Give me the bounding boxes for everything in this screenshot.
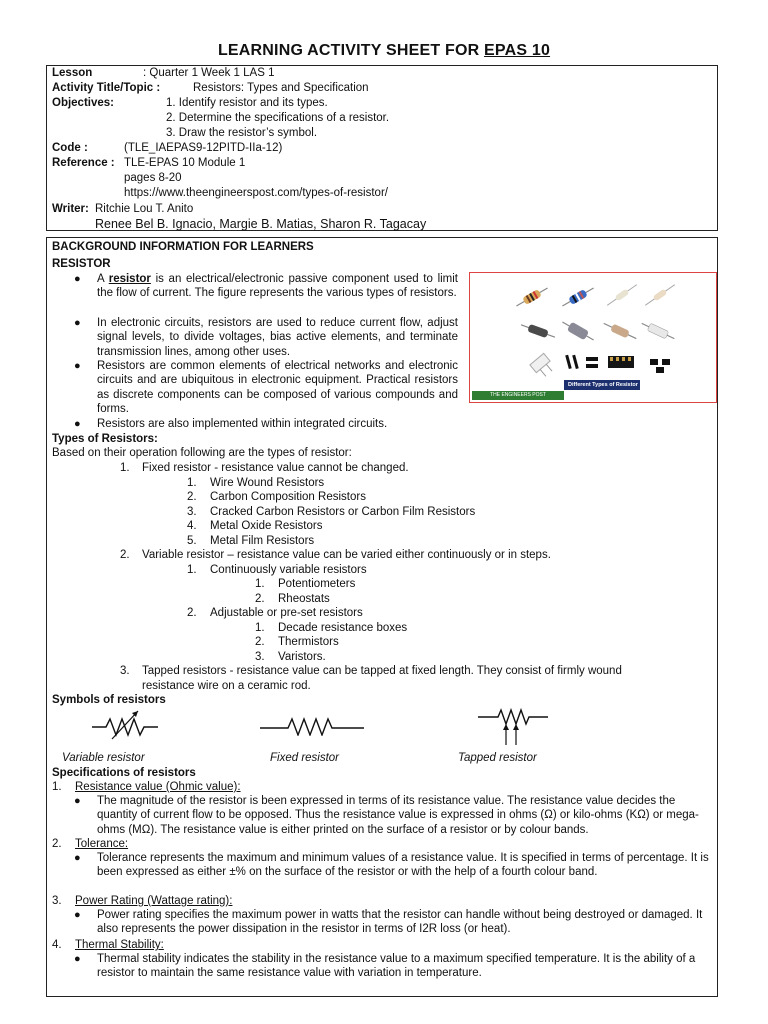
type-variable: Variable resistor – resistance value can be varied either continuously or in steps. [142,549,551,561]
types-intro: Based on their operation following are the types of resistor: [52,447,352,459]
objectives-label: Objectives: [52,97,114,109]
fixed-type-1: Wire Wound Resistors [210,477,325,489]
spec-1-title: Resistance value (Ohmic value): [75,781,241,793]
type-tapped: Tapped resistors - resistance value can be tapped at fixed length. They consist of firmly wound [142,665,622,677]
background-heading: BACKGROUND INFORMATION FOR LEARNERS [52,241,314,253]
list-number: 2. [187,491,197,503]
code-label: Code : [52,142,88,154]
spec-1-text: The magnitude of the resistor is been expressed in terms of its resistance value. The resistance value decides the quantity of current flow to be opposed. Thus the resistance value is expressed in ohms (Ω) or kilo-ohms (KΩ) or mega-ohms (MΩ). The resistance value is either printed on the surface of a resistor or by colour bands. [97,795,699,836]
types-heading: Types of Resistors: [52,433,158,445]
writer-line-2: Renee Bel B. Ignacio, Margie B. Matias, Sharon R. Tagacay [95,217,427,231]
fixed-resistor-symbol-icon [258,714,366,736]
resistor-heading: RESISTOR [52,258,111,270]
list-number: 3. [187,506,197,518]
list-number: 2. [255,593,265,605]
code-value: (TLE_IAEPAS9-12PITD-IIa-12) [124,142,283,154]
lesson-value: : Quarter 1 Week 1 LAS 1 [143,67,275,79]
spec-2-title: Tolerance: [75,838,129,850]
type-tapped-cont: resistance wire on a ceramic rod. [142,680,311,692]
reference-label: Reference : [52,157,115,169]
spec-2-text: Tolerance represents the maximum and minimum values of a resistance value. It is specified in terms of percentage. It is been expressed as either ±% on the surface of the resistor or with the help of a fourth colour band. [97,852,709,879]
resistor-types-image [469,272,717,403]
fixed-resistor-label: Fixed resistor [270,752,340,764]
rheostats: Rheostats [278,593,330,605]
list-number: 3. [120,665,130,677]
list-number: 1. [120,462,130,474]
variable-resistor-label: Variable resistor [62,752,145,764]
reference-line-2: pages 8-20 [124,172,182,184]
subject-name: EPAS 10 [484,42,551,59]
list-number: 1. [52,781,62,793]
variable-sub-2: Adjustable or pre-set resistors [210,607,363,619]
page-title: LEARNING ACTIVITY SHEET FOR EPAS 10 [217,42,551,59]
objective-2: 2. Determine the specifications of a resistor. [166,112,390,124]
variable-resistor-symbol-icon [90,705,160,743]
bullet-dot: ● [74,852,81,864]
list-number: 5. [187,535,197,547]
list-number: 2. [120,549,130,561]
fixed-type-4: Metal Oxide Resistors [210,520,323,532]
list-number: 1. [187,477,197,489]
spec-3-text: Power rating specifies the maximum power in watts that the resistor can handle without being destroyed or damaged. It also represents the power dissipation in the resistor in terms of I2R loss (or heat). [97,909,703,936]
activity-value: Resistors: Types and Specification [193,82,369,94]
list-number: 1. [255,622,265,634]
symbols-heading: Symbols of resistors [52,694,166,706]
list-number: 4. [52,939,62,951]
image-caption: Different Types of Resistor [568,382,638,388]
variable-sub-1: Continuously variable resistors [210,564,367,576]
activity-label: Activity Title/Topic : [52,82,161,94]
thermistors: Thermistors [278,636,339,648]
resistor-bullet-4: Resistors are also implemented within integrated circuits. [97,418,388,430]
objective-1: 1. Identify resistor and its types. [166,97,328,109]
objective-3: 3. Draw the resistor’s symbol. [166,127,318,139]
bullet-dot: ● [74,273,81,285]
decade-boxes: Decade resistance boxes [278,622,408,634]
lesson-label: Lesson [52,67,93,79]
tapped-resistor-symbol-icon [476,705,550,747]
list-number: 2. [255,636,265,648]
fixed-type-3: Cracked Carbon Resistors or Carbon Film Resistors [210,506,476,518]
bullet-dot: ● [74,360,81,372]
writer-label: Writer: [52,203,89,215]
reference-line-1: TLE-EPAS 10 Module 1 [124,157,246,169]
list-number: 4. [187,520,197,532]
spec-heading: Specifications of resistors [52,767,196,779]
spec-4-text: Thermal stability indicates the stability in the resistance value to a maximum specified temperature. It is the ability of a resistor to maintain the same resistance value with variation in temperature. [97,953,696,980]
spec-3-title: Power Rating (Wattage rating): [75,895,233,907]
resistor-bullet-3: Resistors are common elements of electrical networks and electronic circuits and are ubiquitous in electronic equipment. Practical resistors as discrete components can be composed of various compounds and forms. [97,360,458,416]
list-number: 2. [187,607,197,619]
bullet-dot: ● [74,953,81,965]
list-number: 1. [187,564,197,576]
varistors: Varistors. [278,651,326,663]
bullet-dot: ● [74,317,81,329]
list-number: 1. [255,578,265,590]
bullet-dot: ● [74,795,81,807]
list-number: 2. [52,838,62,850]
fixed-type-2: Carbon Composition Resistors [210,491,366,503]
spec-4-title: Thermal Stability: [75,939,164,951]
reference-url[interactable]: https://www.theengineerspost.com/types-of-resistor/ [124,187,388,199]
fixed-type-5: Metal Film Resistors [210,535,315,547]
bullet-dot: ● [74,909,81,921]
resistor-bullet-2: In electronic circuits, resistors are used to reduce current flow, adjust signal levels, to divide voltages, bias active elements, and terminate transmission lines, among other uses. [97,317,458,358]
list-number: 3. [52,895,62,907]
writer-value: Ritchie Lou T. Anito [95,203,194,215]
type-fixed: Fixed resistor - resistance value cannot be changed. [142,462,409,474]
resistor-bullet-1: A resistor is an electrical/electronic passive component used to limit the flow of current. The figure represents the various types of resistors. [97,273,459,300]
tapped-resistor-label: Tapped resistor [458,752,537,764]
bullet-dot: ● [74,418,81,430]
image-footer: THE ENGINEERS POST [490,392,546,398]
list-number: 3. [255,651,265,663]
potentiometers: Potentiometers [278,578,356,590]
